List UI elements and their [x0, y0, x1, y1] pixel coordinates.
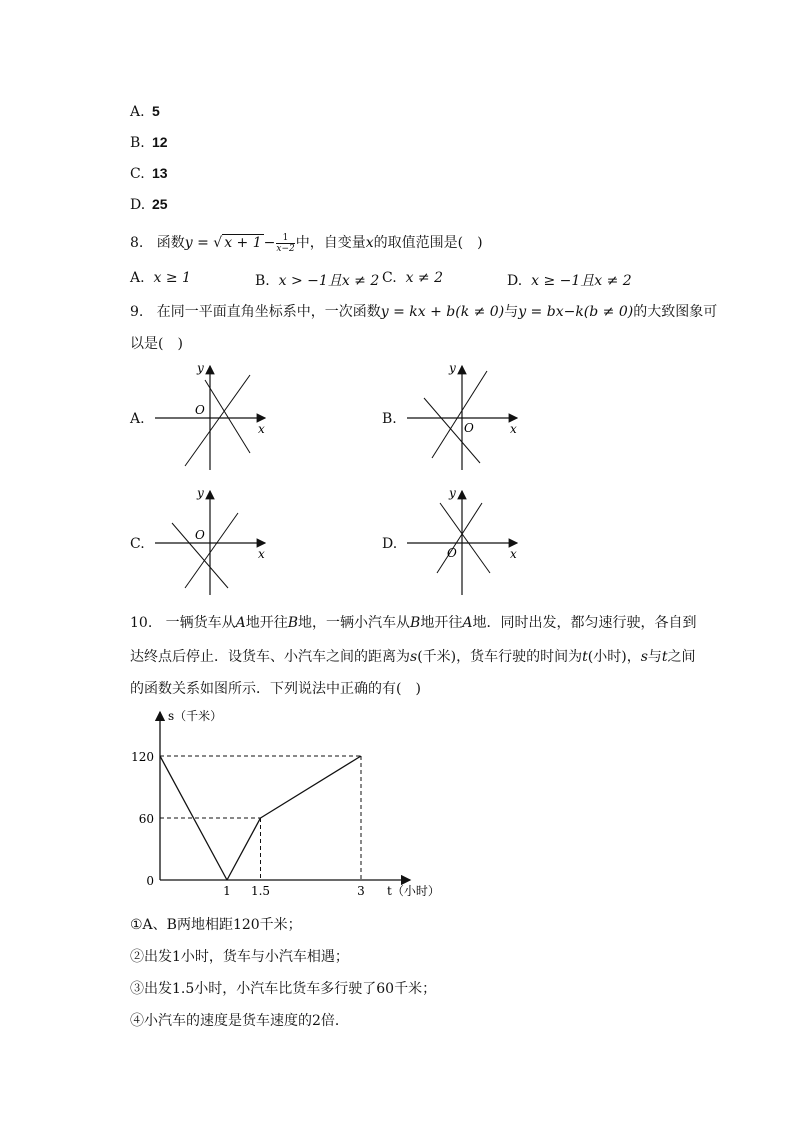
q8-x: x: [365, 235, 374, 251]
y-axis-label: s（千米）: [168, 709, 223, 723]
q7-option-d: D. 25: [130, 196, 168, 213]
q7-option-b: B. 12: [130, 134, 168, 151]
x-label: x: [258, 422, 265, 436]
origin-label: O: [195, 403, 205, 417]
series-segment-2: [227, 818, 261, 880]
q9-number: 9.: [130, 304, 144, 320]
q8-option-c: C. x ≠ 2: [382, 270, 444, 286]
x-label: x: [510, 547, 517, 561]
q8-text-1: 函数: [156, 235, 185, 251]
q8-text-2: 中，自变量: [295, 235, 366, 251]
line-1: [185, 513, 238, 588]
y-tick-label-2: 60: [138, 811, 154, 826]
q8-option-d: D. x ≥ −1且x ≠ 2: [507, 273, 632, 289]
q7-option-c: C. 13: [130, 165, 168, 182]
y-tick-label-3: 120: [131, 749, 154, 764]
q7-option-a: A. 5: [130, 103, 160, 120]
q10-stem-line3: 的函数关系如图所示．下列说法中正确的有( ): [130, 681, 421, 697]
origin-label: O: [195, 528, 205, 542]
y-tick-label-1: 0: [146, 874, 154, 888]
series-segment-3: [261, 756, 362, 818]
x-tick-label-3: 3: [357, 884, 365, 898]
q9-graph-c: [150, 483, 275, 601]
y-label: y: [449, 486, 456, 500]
x-axis-label: t（小时）: [387, 884, 440, 898]
q9-graph-a-label: A.: [130, 411, 145, 427]
q10-stem-line2: 达终点后停止．设货车、小汽车之间的距离为s(千米)，货车行驶的时间为t(小时)，s与t之间: [130, 649, 696, 665]
q8-eq: =: [192, 235, 214, 251]
line-1: [432, 371, 487, 458]
q10-statement-3: ③出发1.5小时，小汽车比货车多行驶了60千米；: [130, 981, 437, 997]
x-tick-label-2: 1.5: [250, 884, 271, 898]
q10-statement-4: ④小汽车的速度是货车速度的2倍．: [130, 1013, 349, 1029]
y-label: y: [197, 361, 204, 375]
q10-stem-line1: 10. 一辆货车从A地开往B地，一辆小汽车从B地开往A地．同时出发，都匀速行驶，各自到: [130, 615, 697, 631]
x-tick-label-1: 1: [223, 884, 231, 898]
q9-graph-a: [150, 358, 275, 476]
q9-graph-d-label: D.: [382, 536, 398, 552]
q10-statement-2: ②出发1小时，货车与小汽车相遇；: [130, 949, 349, 965]
q9-formula-2: y = bx−k(b ≠ 0): [518, 304, 634, 320]
y-label: y: [197, 486, 204, 500]
q9-graph-b: [402, 358, 527, 476]
q10-statement-1: ①A、B两地相距120千米；: [130, 917, 302, 933]
q9-text-2: 与: [504, 304, 519, 320]
q8-option-b: B. x > −1且x ≠ 2: [255, 273, 380, 289]
q9-graph-d: [402, 483, 527, 601]
line-2: [440, 503, 490, 573]
q9-text-1: 在同一平面直角坐标系中，一次函数: [156, 304, 381, 320]
q8-text-3: 的取值范围是( ): [373, 235, 483, 251]
origin-label: O: [464, 421, 474, 435]
q9-text-3: 的大致图象可: [633, 304, 718, 320]
q9-formula-1: y = kx + b(k ≠ 0): [380, 304, 505, 320]
line-1: [437, 503, 482, 573]
q8-number: 8.: [130, 235, 144, 251]
q8-sqrt: x + 1: [224, 235, 262, 251]
line-2: [205, 380, 250, 453]
q9-graph-c-label: C.: [130, 536, 145, 552]
x-label: x: [510, 422, 517, 436]
line-1: [185, 375, 250, 466]
q9-stem: [130, 301, 717, 321]
x-label: x: [258, 547, 265, 561]
y-label: y: [449, 361, 456, 375]
origin-label: O: [447, 546, 457, 560]
q8-stem: 8. 函数y = √ x + 1 − $\frac{1}{x-2}$ 中，自变量x的取值范围是( ): [130, 232, 483, 254]
q8-option-a: A. x ≥ 1: [130, 270, 191, 286]
distance-time-chart: [130, 700, 460, 905]
q9-stem-line2: 以是( ): [130, 336, 183, 352]
q9-graph-b-label: B.: [382, 411, 397, 427]
q8-minus: −: [263, 235, 276, 251]
q8-fraction: $\frac{1}{x-2}$: [276, 232, 295, 254]
q8-y: y: [184, 235, 193, 251]
q10-number: 10.: [130, 615, 153, 631]
